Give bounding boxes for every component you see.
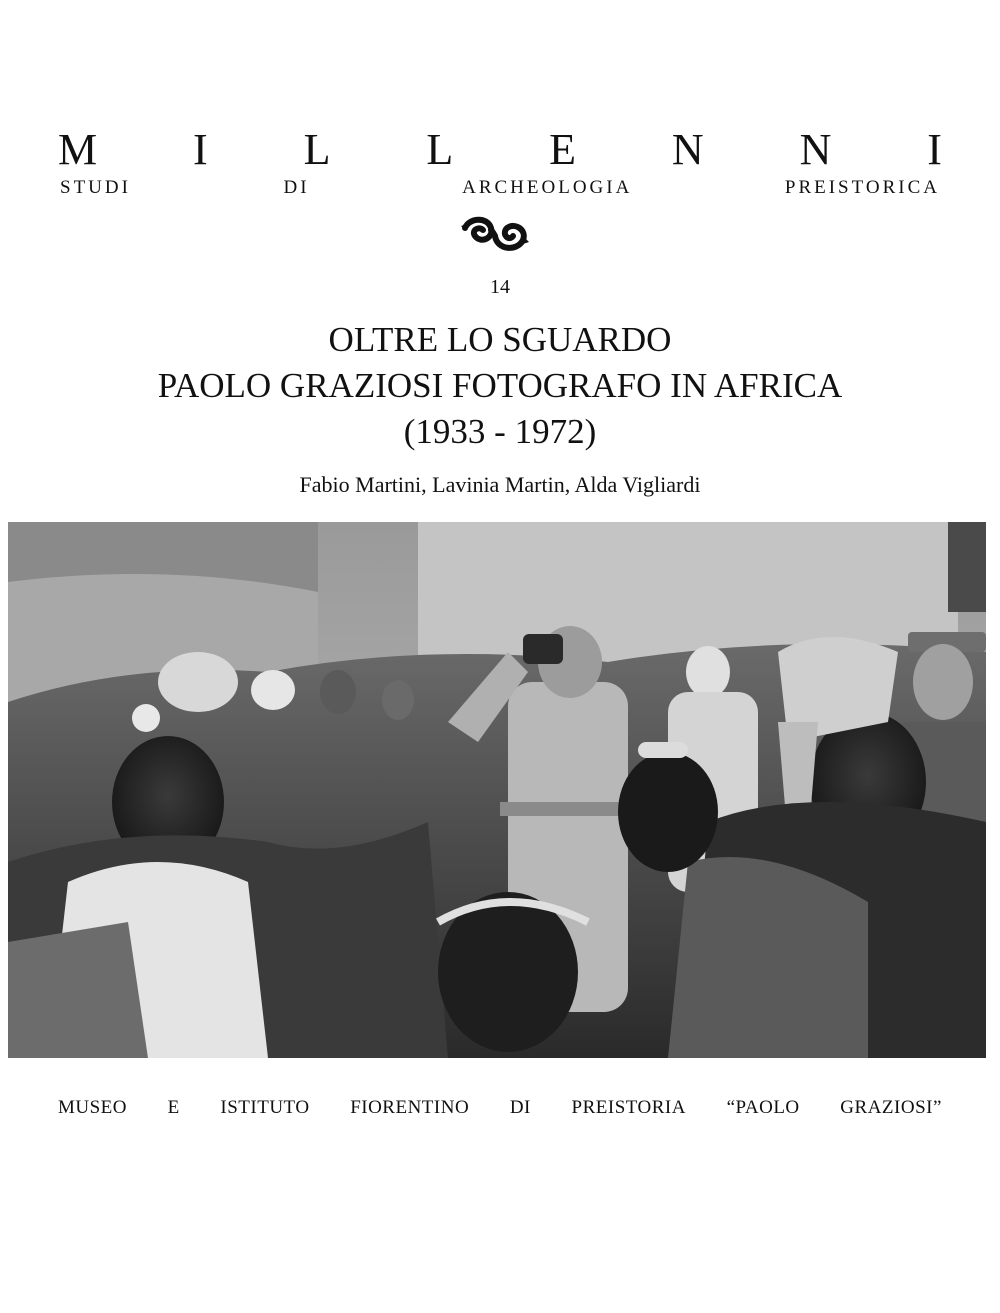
series-name xyxy=(58,125,942,174)
title-line-3: (1933 - 1972) xyxy=(403,412,597,451)
series-letter: I xyxy=(927,125,942,174)
series-letter: M xyxy=(58,125,98,174)
series-subtitle xyxy=(60,178,940,197)
spiral-double-icon xyxy=(459,214,531,256)
publisher-word: E xyxy=(167,1097,180,1118)
publisher-word: ISTITUTO xyxy=(220,1097,310,1118)
series-letter: E xyxy=(549,125,577,174)
series-letter: N xyxy=(671,125,704,174)
series-letter: L xyxy=(426,125,454,174)
publisher-word: FIORENTINO xyxy=(350,1097,470,1118)
series-subtitle-word: PREISTORICA xyxy=(784,177,940,198)
volume-number: 14 xyxy=(490,276,510,298)
authors: Fabio Martini, Lavinia Martin, Alda Vigliardi xyxy=(299,472,701,497)
publisher-word: PREISTORIA xyxy=(571,1097,686,1118)
publisher xyxy=(58,1098,942,1117)
publisher-word: DI xyxy=(509,1097,531,1118)
title-line-1: OLTRE LO SGUARDO xyxy=(328,320,672,359)
series-subtitle-word: ARCHEOLOGIA xyxy=(462,177,633,198)
series-subtitle-word: DI xyxy=(283,177,310,198)
title-line-2: PAOLO GRAZIOSI FOTOGRAFO IN AFRICA xyxy=(157,366,843,405)
publisher-word: “PAOLO xyxy=(726,1097,800,1118)
series-letter: L xyxy=(303,125,331,174)
publisher-word: GRAZIOSI” xyxy=(840,1097,942,1118)
cover-photo xyxy=(8,522,986,1058)
publisher-word: MUSEO xyxy=(58,1097,128,1118)
series-letter: I xyxy=(193,125,208,174)
series-subtitle-word: STUDI xyxy=(60,177,131,198)
series-letter: N xyxy=(799,125,832,174)
